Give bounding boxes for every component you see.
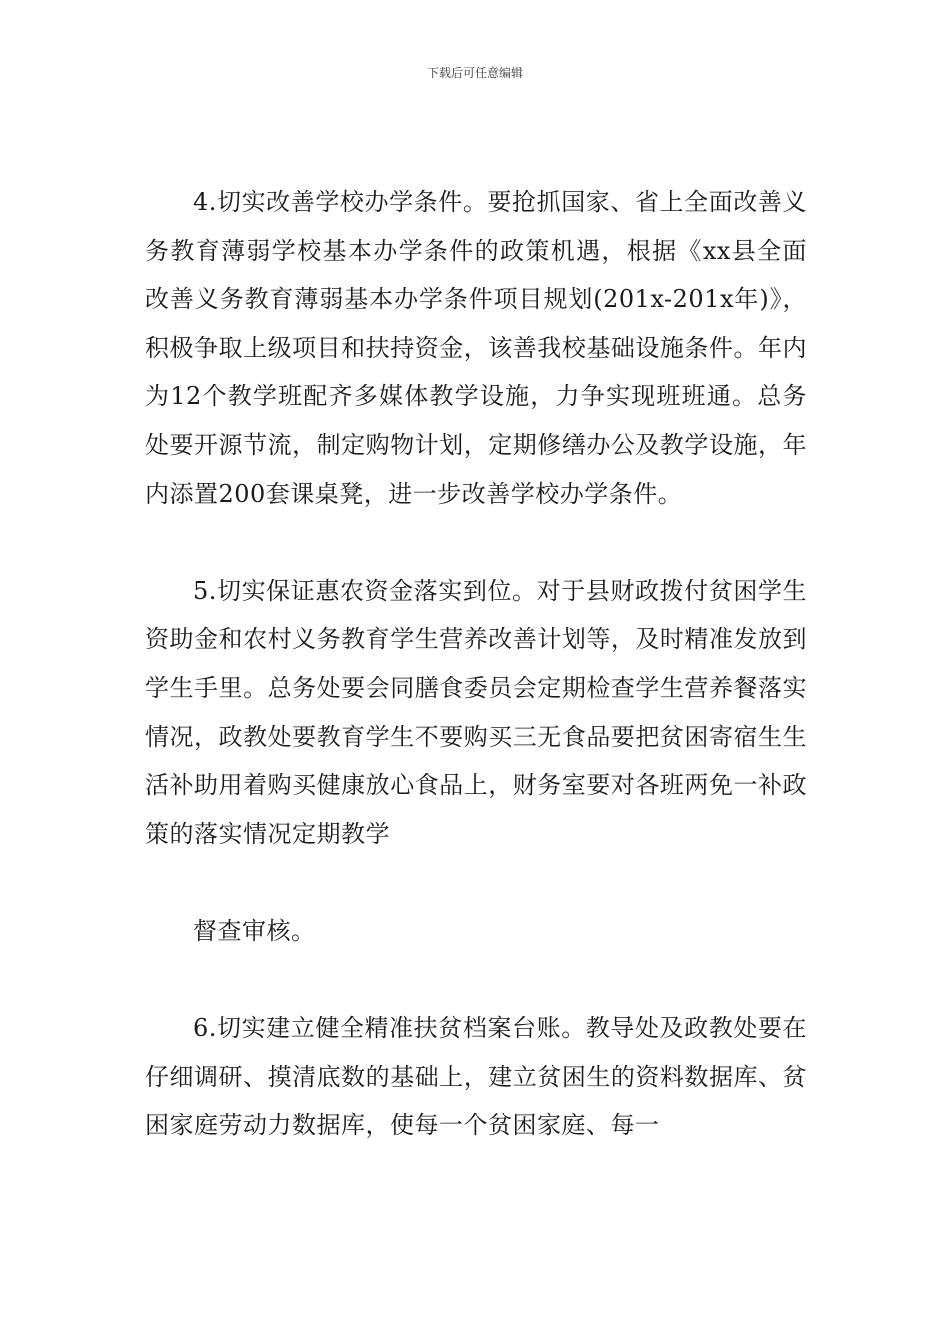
paragraph-gap [145, 956, 807, 1005]
paragraph-gap [145, 858, 807, 907]
document-body [145, 178, 807, 1150]
header-note: 下载后可任意编辑 [426, 66, 523, 80]
paragraph-4: 4.切实改善学校办学条件。要抢抓国家、省上全面改善义务教育薄弱学校基本办学条件的政策机遇，根据《xx县全面改善义务教育薄弱基本办学条件项目规划(201x-201x年)》，积极争取上级项目和扶持资金，该善我校基础设施条件。年内为12个教学班配齐多媒体教学设施，力争实现班班通。总务处要开源节流，制定购物计划，定期修缮办公及教学设施，年内添置200套课桌凳，进一步改善学校办学条件。 [145, 188, 807, 508]
paragraph-5: 5.切实保证惠农资金落实到位。对于县财政拨付贫困学生资助金和农村义务教育学生营养改善计划等，及时精准发放到学生手里。总务处要会同膳食委员会定期检查学生营养餐落实情况，政教处要教育学生不要购买三无食品要把贫困寄宿生生活补助用着购买健康放心食品上，财务室要对各班两免一补政策的落实情况定期教学 [145, 576, 807, 848]
paragraph-5-continuation: 督查审核。 [193, 916, 316, 945]
paragraph-6: 6.切实建立健全精准扶贫档案台账。教导处及政教处要在仔细调研、摸清底数的基础上，建立贫困生的资料数据库、贫困家庭劳动力数据库，使每一个贫困家庭、每一 [145, 1014, 807, 1140]
paragraph-gap [145, 518, 807, 567]
